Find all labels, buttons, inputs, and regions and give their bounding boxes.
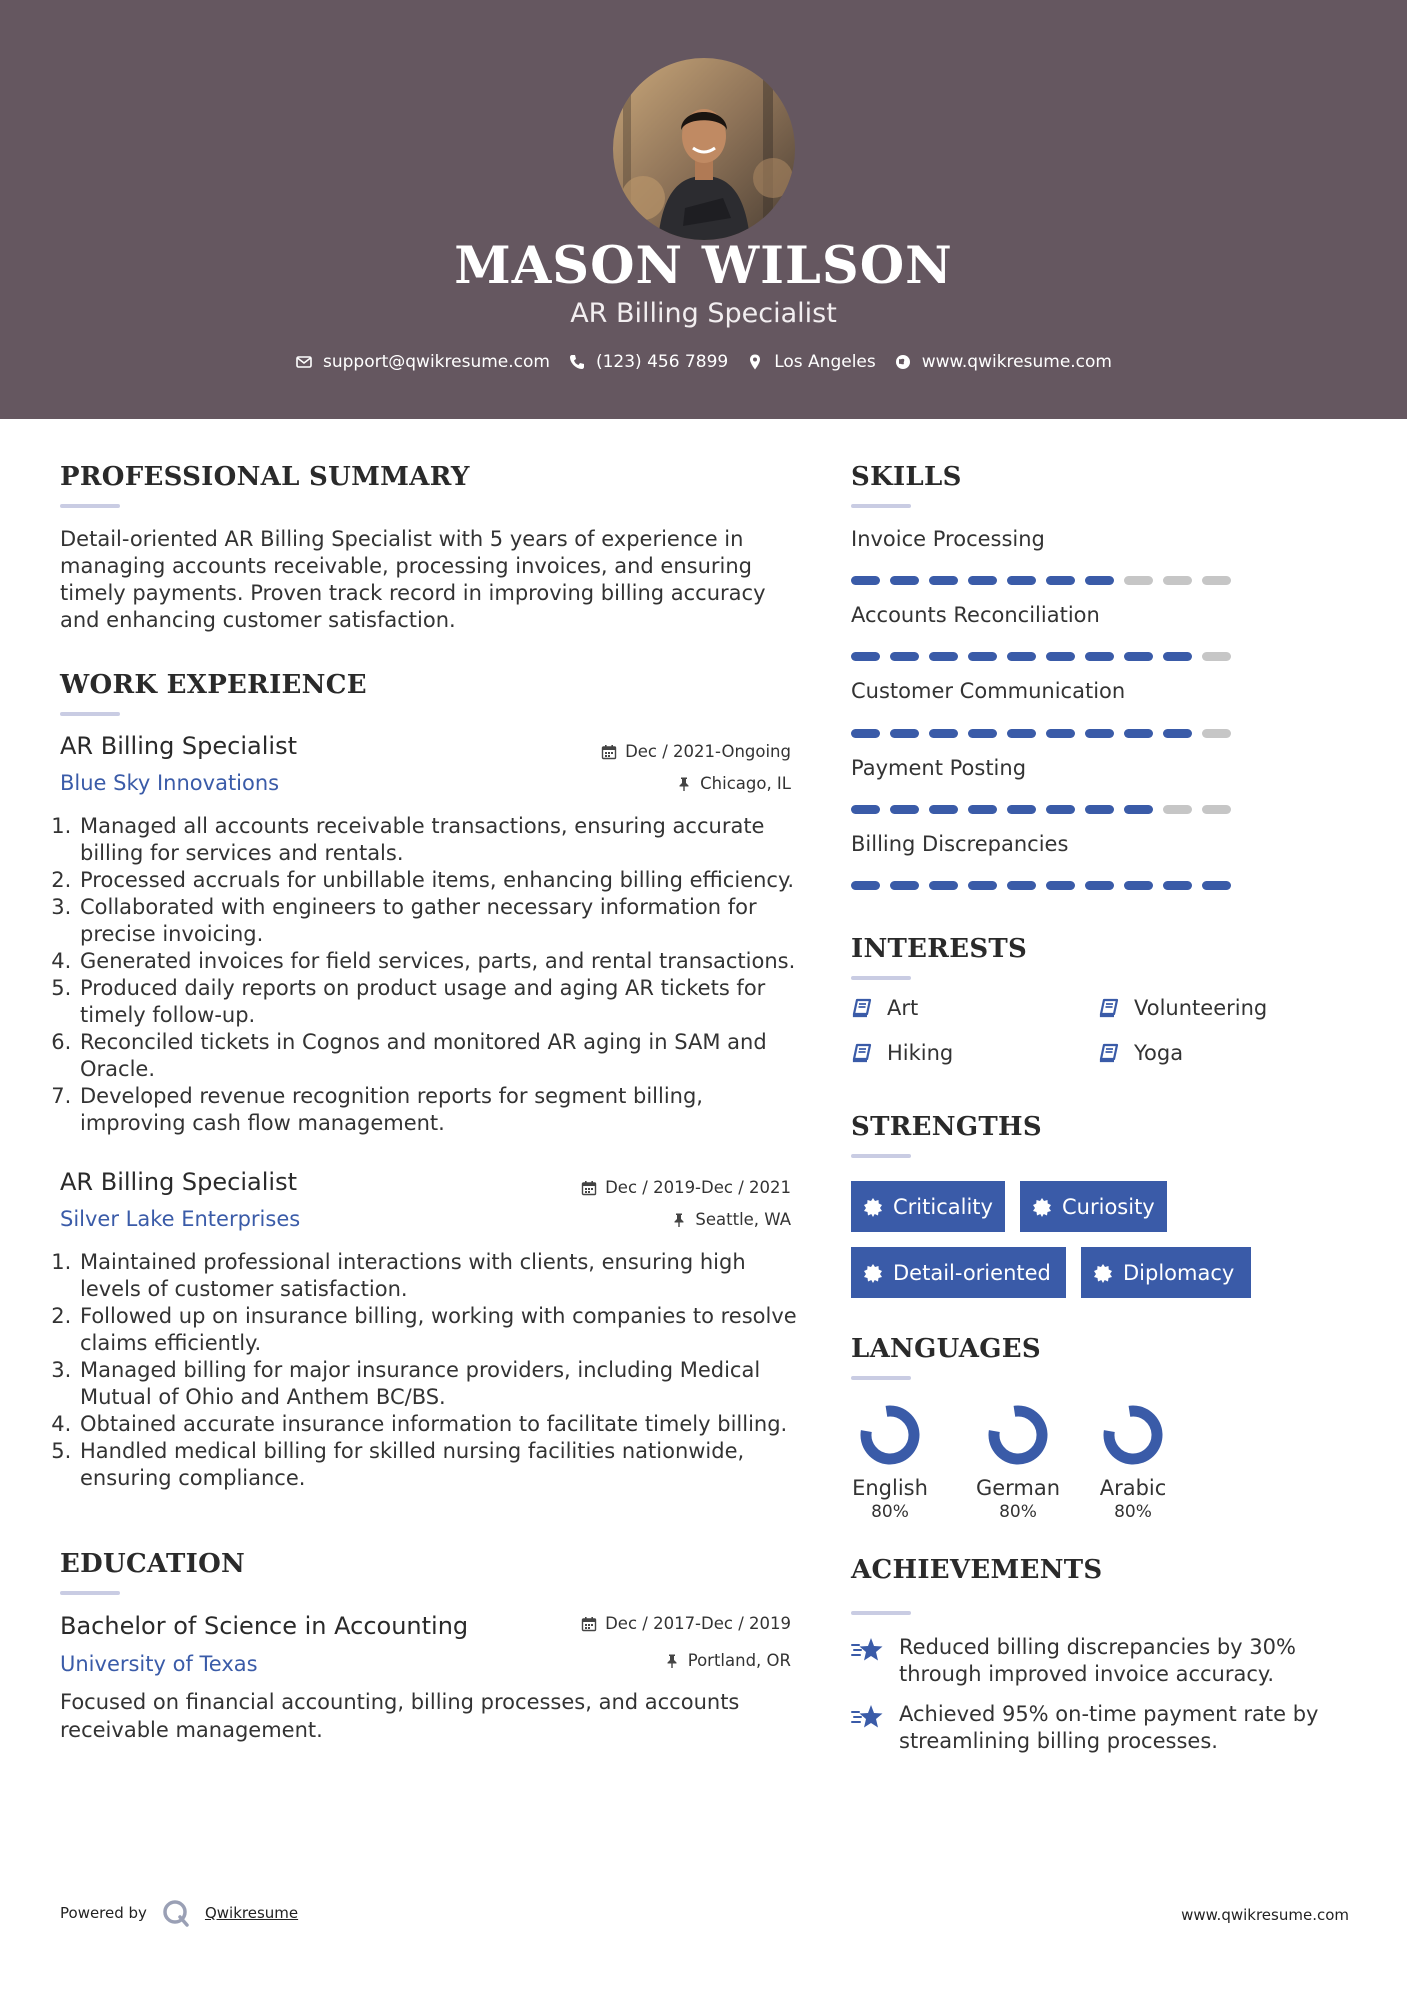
job-location-text: Seattle, WA <box>695 1210 791 1229</box>
calendar-icon <box>581 1180 597 1196</box>
interest-item <box>851 996 918 1020</box>
skill-dash <box>1007 805 1036 814</box>
strength-label: Criticality <box>893 1194 993 1219</box>
job-bullets <box>60 813 800 1137</box>
language-name: Arabic <box>1099 1476 1167 1500</box>
calendar-icon <box>581 1616 597 1632</box>
star-speed-icon <box>851 1636 885 1664</box>
skill-name: Payment Posting <box>851 756 1027 780</box>
language-ring <box>855 1400 925 1470</box>
language-percent: 80% <box>871 1502 909 1522</box>
education-date <box>581 1614 791 1633</box>
list-item: 3. Managed billing for major insurance providers, including Medical Mutual of Ohio and Anthem BC/BS. <box>78 1357 800 1411</box>
interest-label: Yoga <box>1134 1041 1184 1065</box>
book-icon <box>1098 1042 1120 1064</box>
skill-dash <box>929 881 958 890</box>
achievements-heading: ACHIEVEMENTS <box>851 1555 1103 1585</box>
job-title: AR Billing Specialist <box>60 1168 297 1196</box>
list-item: 1. Managed all accounts receivable transactions, ensuring accurate billing for services and rentals. <box>78 813 800 867</box>
skill-name: Accounts Reconciliation <box>851 603 1100 627</box>
interests-underline <box>851 976 911 980</box>
skill-dash <box>890 576 919 585</box>
skill-dash <box>851 652 880 661</box>
website-text: www.qwikresume.com <box>921 352 1112 372</box>
skill-dash <box>1202 805 1231 814</box>
skill-dash <box>968 652 997 661</box>
list-item: 1. Maintained professional interactions with clients, ensuring high levels of customer satisfaction. <box>78 1249 800 1303</box>
skill-dash <box>929 652 958 661</box>
skill-dash <box>851 576 880 585</box>
phone-icon <box>568 353 586 371</box>
skill-name: Customer Communication <box>851 679 1126 703</box>
school-name: University of Texas <box>60 1652 258 1676</box>
skill-dash <box>1163 881 1192 890</box>
skill-dash <box>1202 729 1231 738</box>
skill-dash <box>1007 881 1036 890</box>
strength-badge <box>1081 1247 1251 1298</box>
skill-dash <box>1124 576 1153 585</box>
language-ring <box>1098 1400 1168 1470</box>
badge-icon <box>863 1197 883 1217</box>
footer-powered-by <box>60 1898 298 1928</box>
qwikresume-logo-icon <box>161 1898 191 1928</box>
skill-dash <box>929 805 958 814</box>
education-date-text: Dec / 2017-Dec / 2019 <box>605 1614 791 1633</box>
phone-text: (123) 456 7899 <box>595 352 729 372</box>
education-underline <box>60 1591 120 1595</box>
list-item: 4. Generated invoices for field services, parts, and rental transactions. <box>78 948 800 975</box>
badge-icon <box>1093 1263 1113 1283</box>
education-location <box>664 1651 791 1670</box>
skill-dash <box>1124 652 1153 661</box>
candidate-title: AR Billing Specialist <box>570 298 837 329</box>
skill-dash <box>1163 576 1192 585</box>
skill-dash <box>890 881 919 890</box>
contact-website[interactable] <box>894 352 1112 372</box>
skill-dash <box>968 805 997 814</box>
contact-location <box>746 352 876 372</box>
skill-bar <box>851 805 1231 814</box>
skill-dash <box>1046 729 1075 738</box>
globe-icon <box>894 353 912 371</box>
language-ring-arc <box>866 1411 914 1459</box>
contact-email[interactable] <box>295 352 550 372</box>
skill-dash <box>1124 805 1153 814</box>
skill-dash <box>1202 881 1231 890</box>
interest-item <box>1098 996 1267 1020</box>
job-company: Blue Sky Innovations <box>60 771 280 795</box>
interest-label: Volunteering <box>1134 996 1268 1020</box>
list-item: 4. Obtained accurate insurance information to facilitate timely billing. <box>78 1411 800 1438</box>
education-location-text: Portland, OR <box>687 1651 791 1670</box>
interest-item <box>1098 1041 1183 1065</box>
language-percent: 80% <box>1114 1502 1152 1522</box>
profile-photo <box>613 58 795 240</box>
job-bullets <box>60 1249 800 1492</box>
list-item: 5. Handled medical billing for skilled nursing facilities nationwide, ensuring compliance. <box>78 1438 800 1492</box>
skill-dash <box>1046 652 1075 661</box>
resume-header <box>0 0 1407 419</box>
experience-underline <box>60 712 120 716</box>
skill-dash <box>1046 881 1075 890</box>
skill-dash <box>1007 576 1036 585</box>
badge-icon <box>863 1263 883 1283</box>
skill-bar <box>851 881 1231 890</box>
skill-dash <box>851 881 880 890</box>
interests-heading: INTERESTS <box>851 934 1028 964</box>
contact-phone[interactable] <box>568 352 728 372</box>
skills-underline <box>851 504 911 508</box>
achievement-text: Reduced billing discrepancies by 30% through improved invoice accuracy. <box>899 1635 1296 1686</box>
languages-underline <box>851 1376 911 1380</box>
skill-dash <box>1085 729 1114 738</box>
envelope-icon <box>295 353 313 371</box>
book-icon <box>851 997 873 1019</box>
achievement-item <box>851 1701 1331 1755</box>
strengths-underline <box>851 1154 911 1158</box>
strength-badge <box>851 1181 1005 1232</box>
degree-title: Bachelor of Science in Accounting <box>60 1612 469 1640</box>
skill-dash <box>1007 652 1036 661</box>
list-item: 7. Developed revenue recognition reports for segment billing, improving cash flow management. <box>78 1083 800 1137</box>
skill-dash <box>1046 576 1075 585</box>
skills-heading: SKILLS <box>851 462 962 492</box>
contact-bar <box>0 352 1407 372</box>
badge-icon <box>1032 1197 1052 1217</box>
job-title: AR Billing Specialist <box>60 732 297 760</box>
language-name: English <box>852 1476 928 1500</box>
skill-name: Invoice Processing <box>851 527 1045 551</box>
skill-dash <box>1202 576 1231 585</box>
strength-badge <box>851 1247 1066 1298</box>
pushpin-icon <box>664 1653 680 1669</box>
skill-dash <box>1007 729 1036 738</box>
interest-label: Art <box>887 996 919 1020</box>
strength-label: Curiosity <box>1062 1194 1155 1219</box>
skill-bar <box>851 576 1231 585</box>
education-description: Focused on financial accounting, billing processes, and accounts receivable management. <box>60 1690 740 1742</box>
job-company: Silver Lake Enterprises <box>60 1207 301 1231</box>
achievement-item <box>851 1634 1331 1688</box>
skill-dash <box>890 729 919 738</box>
language-ring-arc <box>1109 1411 1157 1459</box>
language-ring <box>983 1400 1053 1470</box>
summary-heading: PROFESSIONAL SUMMARY <box>60 462 470 492</box>
skill-dash <box>968 881 997 890</box>
language-percent: 80% <box>999 1502 1037 1522</box>
pushpin-icon <box>671 1212 687 1228</box>
strength-label: Detail-oriented <box>893 1260 1051 1285</box>
languages-heading: LANGUAGES <box>851 1334 1041 1364</box>
calendar-icon <box>601 744 617 760</box>
skill-dash <box>1085 652 1114 661</box>
skill-dash <box>1163 805 1192 814</box>
job-location <box>676 774 791 793</box>
interest-item <box>851 1041 953 1065</box>
language-ring-arc <box>994 1411 1042 1459</box>
skill-dash <box>968 729 997 738</box>
language-item <box>963 1400 1073 1522</box>
achievement-text: Achieved 95% on-time payment rate by streamlining billing processes. <box>899 1702 1319 1753</box>
job-date <box>581 1178 791 1197</box>
map-pin-icon <box>746 353 764 371</box>
job-date <box>601 742 791 761</box>
skill-dash <box>1046 805 1075 814</box>
summary-text: Detail-oriented AR Billing Specialist with 5 years of experience in managing accounts receivable, processing invoices, and ensuring timely payments. Proven track record in improving billing accuracy and enhancing customer satisfaction. <box>60 527 766 632</box>
skill-dash <box>929 729 958 738</box>
list-item: 6. Reconciled tickets in Cognos and monitored AR aging in SAM and Oracle. <box>78 1029 800 1083</box>
job-location <box>671 1210 791 1229</box>
book-icon <box>851 1042 873 1064</box>
language-item <box>835 1400 945 1522</box>
skill-bar <box>851 729 1231 738</box>
candidate-name: MASON WILSON <box>454 236 953 296</box>
skill-dash <box>890 652 919 661</box>
strengths-heading: STRENGTHS <box>851 1112 1042 1142</box>
skill-name: Billing Discrepancies <box>851 832 1069 856</box>
skill-dash <box>1202 652 1231 661</box>
education-heading: EDUCATION <box>60 1549 246 1579</box>
job-date-text: Dec / 2019-Dec / 2021 <box>605 1178 791 1197</box>
skill-dash <box>929 576 958 585</box>
skill-dash <box>1163 729 1192 738</box>
summary-underline <box>60 504 120 508</box>
pushpin-icon <box>676 776 692 792</box>
list-item: 2. Followed up on insurance billing, working with companies to resolve claims efficiently. <box>78 1303 800 1357</box>
star-speed-icon <box>851 1703 885 1731</box>
skill-dash <box>1163 652 1192 661</box>
skill-dash <box>890 805 919 814</box>
location-text: Los Angeles <box>774 352 876 372</box>
language-item <box>1078 1400 1188 1522</box>
achievements-underline <box>851 1611 911 1615</box>
skill-dash <box>1085 881 1114 890</box>
skill-dash <box>1085 805 1114 814</box>
skill-dash <box>1124 729 1153 738</box>
skill-dash <box>968 576 997 585</box>
list-item: 3. Collaborated with engineers to gather necessary information for precise invoicing. <box>78 894 800 948</box>
job-location-text: Chicago, IL <box>700 774 791 793</box>
footer-url[interactable]: www.qwikresume.com <box>1181 1906 1349 1924</box>
strength-label: Diplomacy <box>1123 1260 1235 1285</box>
qwikresume-link[interactable]: Qwikresume <box>204 1904 299 1922</box>
language-name: German <box>975 1476 1061 1500</box>
strength-badge <box>1020 1181 1167 1232</box>
skill-dash <box>851 729 880 738</box>
job-date-text: Dec / 2021-Ongoing <box>625 742 791 761</box>
skill-dash <box>1085 576 1114 585</box>
skill-bar <box>851 652 1231 661</box>
experience-heading: WORK EXPERIENCE <box>60 670 367 700</box>
skill-dash <box>1124 881 1153 890</box>
interest-label: Hiking <box>887 1041 954 1065</box>
skill-dash <box>851 805 880 814</box>
list-item: 2. Processed accruals for unbillable items, enhancing billing efficiency. <box>78 867 800 894</box>
book-icon <box>1098 997 1120 1019</box>
email-text: support@qwikresume.com <box>323 352 550 372</box>
powered-by-text: Powered by <box>60 1904 147 1922</box>
list-item: 5. Produced daily reports on product usage and aging AR tickets for timely follow-up. <box>78 975 800 1029</box>
